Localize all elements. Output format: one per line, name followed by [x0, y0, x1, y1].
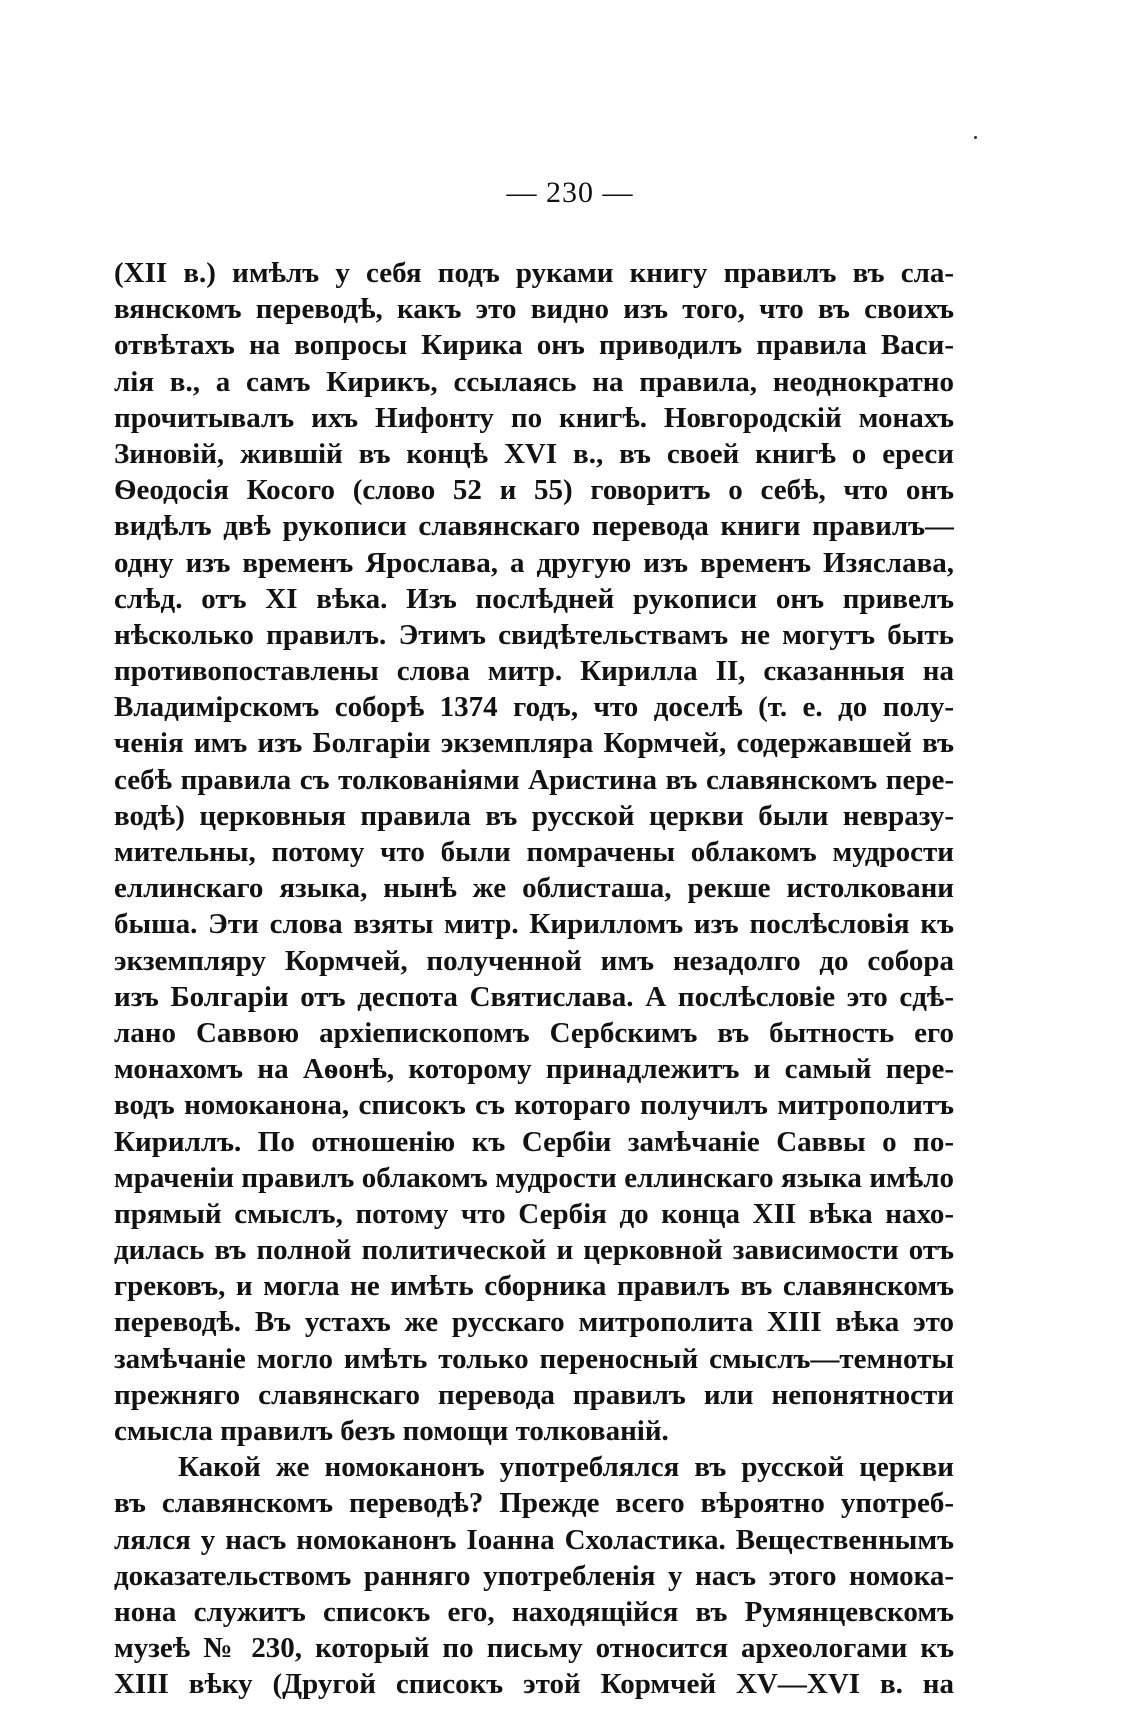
text-line: дилась въ полной политической и церковной зависимости отъ [114, 1234, 954, 1267]
paragraph-1 [114, 255, 954, 1449]
text-line: Какой же номоканонъ употреблялся въ русской церкви [178, 1451, 954, 1484]
paragraph-2 [114, 1449, 954, 1702]
text-line: (XII в.) имѣлъ у себя подъ руками книгу правилъ въ сла- [114, 257, 954, 289]
text-line: лялся у насъ номоканонъ Іоанна Схоластика. Вещественнымъ [114, 1523, 954, 1556]
text-line: переводѣ. Въ устахъ же русскаго митрополита XIII вѣка это [114, 1306, 954, 1339]
body-text [114, 255, 954, 1703]
text-line: грековъ, и могла не имѣть сборника правилъ въ славянскомъ [114, 1270, 954, 1303]
page-number: — 230 — [506, 176, 634, 209]
text-line: изъ Болгаріи отъ деспота Святислава. А послѣсловіе это сдѣ- [114, 980, 954, 1013]
text-line: слѣд. отъ XI вѣка. Изъ послѣдней рукописи онъ привелъ [114, 582, 954, 615]
text-line: мраченіи правилъ облакомъ мудрости еллинскаго языка имѣло [114, 1161, 954, 1194]
text-line: доказательствомъ ранняго употребленія у насъ этого номока- [114, 1559, 954, 1592]
text-line: музеѣ № 230, который по письму относится археологами къ [114, 1632, 954, 1665]
text-line: ченія имъ изъ Болгаріи экземпляра Кормчей, содержавшей въ [114, 727, 954, 760]
text-line: вянскомъ переводѣ, какъ это видно изъ того, что въ своихъ [114, 293, 954, 326]
text-line: еллинскаго языка, нынѣ же облисташа, рекше истолковани [114, 872, 954, 905]
text-line: лія в., а самъ Кирикъ, ссылаясь на правила, неоднократно [114, 365, 954, 398]
text-line: въ славянскомъ переводѣ? Прежде всего вѣроятно употреб- [114, 1487, 954, 1520]
text-line: Ѳеодосія Косого (слово 52 и 55) говоритъ о себѣ, что онъ [114, 474, 954, 507]
text-line: экземпляру Кормчей, полученной имъ незадолго до собора [114, 944, 954, 977]
text-line: монахомъ на Аѳонѣ, которому принадлежитъ и самый пере- [114, 1053, 954, 1086]
text-line: противопоставлены слова митр. Кирилла II, сказанныя на [114, 655, 954, 688]
text-line: водъ номоканона, списокъ съ котораго получилъ митрополитъ [114, 1089, 954, 1122]
text-line: смысла правилъ безъ помощи толкованій. [114, 1415, 669, 1447]
text-line: быша. Эти слова взяты митр. Кирилломъ изъ послѣсловія къ [114, 908, 954, 941]
text-line: Зиновій, жившій въ концѣ XVI в., въ своей книгѣ о ереси [114, 437, 954, 470]
text-line: Кириллъ. По отношенію къ Сербіи замѣчаніе Саввы о по- [114, 1125, 954, 1158]
text-line: отвѣтахъ на вопросы Кирика онъ приводилъ правила Васи- [114, 329, 954, 362]
text-line: XIII вѣку (Другой списокъ этой Кормчей XV—XVI в. на [114, 1668, 954, 1701]
print-speck [974, 136, 977, 139]
text-line: видѣлъ двѣ рукописи славянскаго перевода книги правилъ— [114, 510, 954, 543]
text-line: нона служитъ списокъ его, находящійся въ Румянцевскомъ [114, 1595, 954, 1628]
text-line: прямый смыслъ, потому что Сербія до конца XII вѣка нахо- [114, 1197, 954, 1230]
text-line: себѣ правила съ толкованіями Аристина въ славянскомъ пере- [114, 763, 954, 796]
text-line: замѣчаніе могло имѣть только переносный смыслъ—темноты [114, 1342, 954, 1375]
text-line: прежняго славянскаго перевода правилъ или непонятности [114, 1378, 954, 1411]
text-line: нѣсколько правилъ. Этимъ свидѣтельствамъ не могутъ быть [114, 618, 954, 651]
text-line: прочитывалъ ихъ Нифонту по книгѣ. Новгородскій монахъ [114, 401, 954, 434]
text-line: мительны, потому что были помрачены облакомъ мудрости [114, 836, 954, 868]
text-line: лано Саввою архіепископомъ Сербскимъ въ бытность его [114, 1016, 954, 1049]
text-line: одну изъ временъ Ярослава, а другую изъ временъ Изяслава, [114, 546, 954, 579]
text-line: водѣ) церковныя правила въ русской церкви были невразу- [114, 799, 954, 832]
text-line: Владимірскомъ соборѣ 1374 годъ, что доселѣ (т. е. до полу- [114, 691, 954, 724]
